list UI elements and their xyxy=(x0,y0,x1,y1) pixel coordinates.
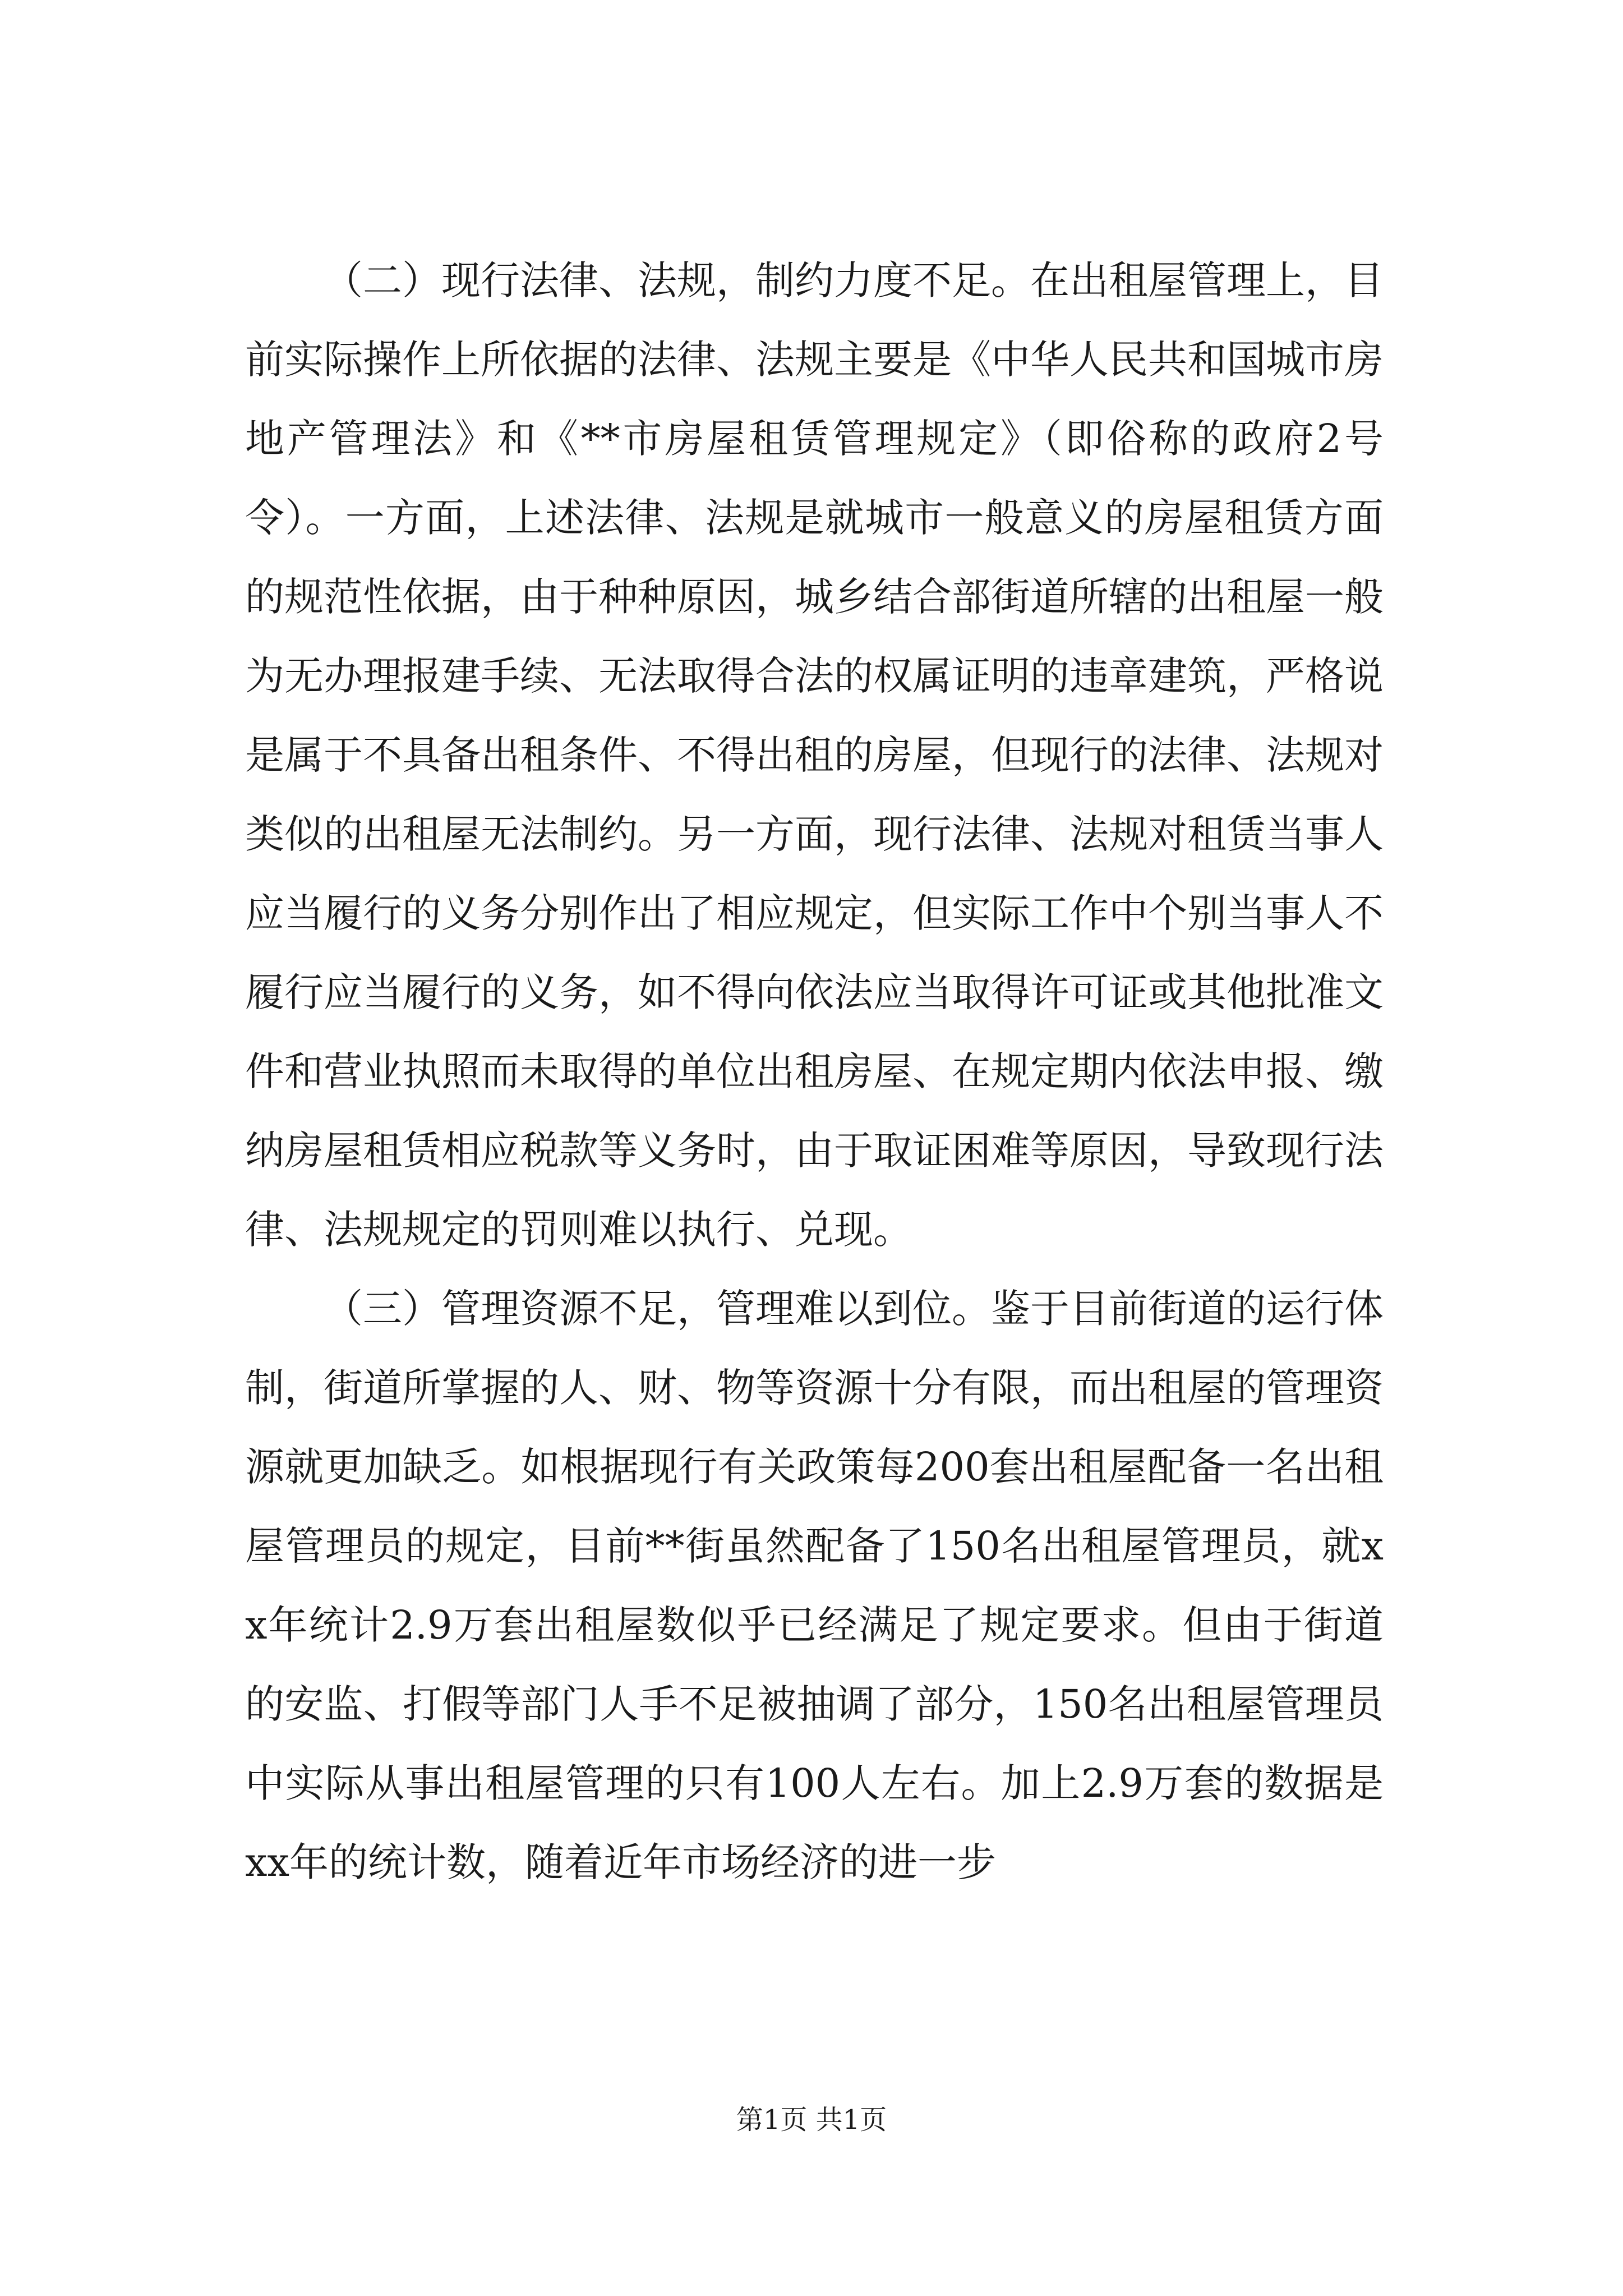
page-footer: 第1页 共1页 xyxy=(736,2104,887,2136)
document-body xyxy=(245,241,1384,1902)
paragraph-legal-constraints: （二）现行法律、法规，制约力度不足。在出租屋管理上，目前实际操作上所依据的法律、法规主要是《中华人民共和国城市房地产管理法》和《**市房屋租赁管理规定》（即俗称的政府2号令）。一方面，上述法律、法规是就城市一般意义的房屋租赁方面的规范性依据，由于种种原因，城乡结合部街道所辖的出租屋一般为无办理报建手续、无法取得合法的权属证明的违章建筑，严格说是属于不具备出租条件、不得出租的房屋，但现行的法律、法规对类似的出租屋无法制约。另一方面，现行法律、法规对租赁当事人应当履行的义务分别作出了相应规定，但实际工作中个别当事人不履行应当履行的义务，如不得向依法应当取得许可证或其他批准文件和营业执照而未取得的单位出租房屋、在规定期内依法申报、缴纳房屋租赁相应税款等义务时，由于取证困难等原因，导致现行法律、法规规定的罚则难以执行、兑现。 xyxy=(245,257,1384,1253)
paragraph-management-resources: （三）管理资源不足，管理难以到位。鉴于目前街道的运行体制，街道所掌握的人、财、物等资源十分有限，而出租屋的管理资源就更加缺乏。如根据现行有关政策每200套出租屋配备一名出租屋管理员的规定，目前**街虽然配备了150名出租屋管理员，就xx年统计2.9万套出租屋数似乎已经满足了规定要求。但由于街道的安监、打假等部门人手不足被抽调了部分，150名出租屋管理员中实际从事出租屋管理的只有100人左右。加上2.9万套的数据是xx年的统计数，随着近年市场经济的进一步 xyxy=(245,1286,1384,1885)
